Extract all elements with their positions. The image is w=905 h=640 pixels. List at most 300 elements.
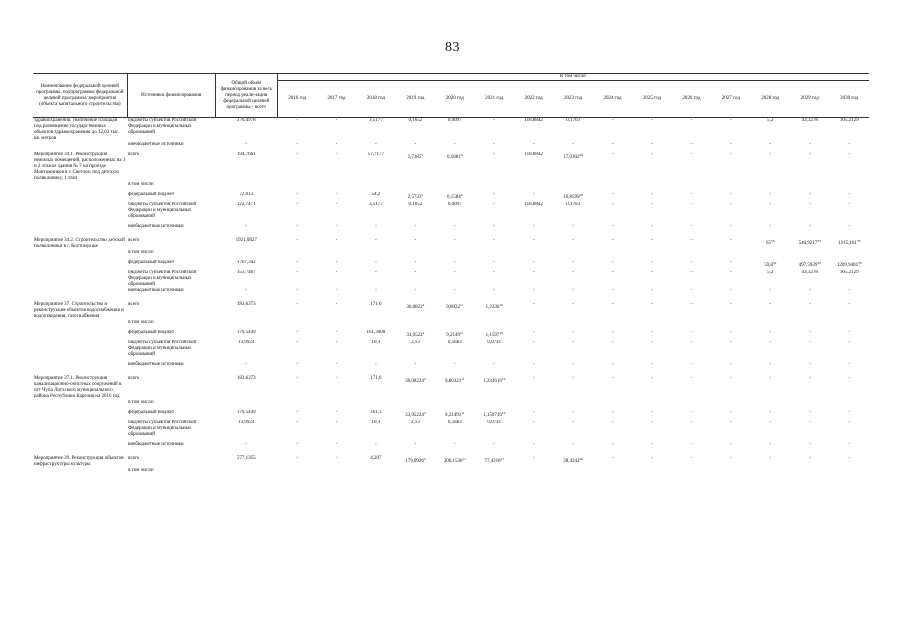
year-value-cell: -	[769, 192, 772, 197]
header-year: 2020 год	[435, 81, 474, 118]
year-value-cell: -	[572, 224, 574, 229]
year-value-cell: -	[453, 260, 456, 265]
year-value-cell: 306,1536$^{11}$	[443, 457, 466, 464]
year-value-cell: -	[572, 376, 574, 381]
year-value-cell: -	[808, 410, 811, 415]
year-value-cell: -	[690, 260, 693, 265]
year-value-cell: $65^{33}$	[766, 239, 775, 246]
year-value-cell	[475, 320, 514, 330]
year-value-cell	[435, 468, 474, 478]
year-value-cell: -	[335, 202, 338, 207]
source-cell: в том числе:	[128, 182, 155, 187]
year-value-cell	[514, 250, 553, 260]
year-value-cell: -	[730, 442, 732, 447]
year-value-cell: -	[611, 456, 614, 461]
year-value-cell: -	[296, 152, 298, 157]
year-value-cell: -	[532, 302, 535, 307]
measure-cell	[33, 142, 127, 152]
year-value-cell: 0,0097	[447, 118, 462, 123]
year-value-cell	[356, 320, 395, 330]
year-value-cell: 77,4218$^{17}$	[484, 457, 505, 464]
year-value-cell: -	[296, 410, 298, 415]
year-value-cell: 2,5733$^5$	[407, 193, 424, 200]
year-value-cell: -	[296, 330, 298, 335]
year-value-cell: -	[335, 302, 338, 307]
year-value-cell: -	[769, 330, 772, 335]
year-value-cell: 0,1681$^6$	[447, 153, 463, 160]
year-value-cell: -	[769, 420, 772, 425]
year-value-cell: -	[335, 142, 338, 147]
measure-cell	[33, 438, 127, 452]
year-value-cell: -	[690, 142, 693, 147]
year-value-cell: -	[335, 420, 338, 425]
year-value-cell: -	[730, 330, 732, 335]
year-value-cell: 0,5883	[447, 340, 462, 345]
year-value-cell: -	[808, 456, 811, 461]
year-value-cell	[593, 320, 632, 330]
year-value-cell: 9,8032$^{11}$	[446, 303, 464, 310]
total-cell: 122,7471	[236, 202, 256, 207]
year-value-cell	[829, 182, 869, 192]
year-value-cell: -	[611, 152, 614, 157]
year-value-cell	[751, 400, 790, 410]
year-value-cell	[632, 182, 671, 192]
year-value-cell: -	[651, 142, 653, 147]
measure-cell	[33, 192, 127, 202]
year-value-cell: -	[848, 442, 851, 447]
header-year: 2019 год	[396, 81, 435, 118]
year-value-cell: -	[532, 224, 535, 229]
year-value-cell: -	[651, 340, 653, 345]
year-value-cell: -	[769, 288, 772, 293]
year-value-cell: -	[296, 456, 298, 461]
year-value-cell	[751, 468, 790, 478]
source-cell: всего	[128, 456, 140, 461]
year-value-cell: -	[335, 410, 338, 415]
year-value-cell: -	[611, 202, 614, 207]
year-value-cell: -	[296, 192, 298, 197]
measure-cell	[33, 260, 127, 270]
table-row	[33, 400, 869, 410]
header-year: 2027 год	[711, 81, 750, 118]
year-value-cell: -	[848, 302, 851, 307]
year-value-cell: 0,0741	[487, 340, 502, 345]
year-value-cell: -	[808, 192, 811, 197]
total-cell: -	[245, 442, 248, 447]
year-value-cell: -	[532, 142, 535, 147]
year-value-cell: -	[572, 238, 574, 243]
year-value-cell: -	[572, 142, 574, 147]
source-cell: всего	[128, 376, 140, 381]
year-value-cell: -	[651, 118, 653, 123]
year-value-cell: -	[651, 270, 653, 275]
table-row	[33, 410, 869, 420]
header-year: 2017 год	[317, 81, 356, 118]
year-value-cell: -	[848, 142, 851, 147]
year-value-cell: -	[296, 442, 298, 447]
year-value-cell: -	[335, 330, 338, 335]
header-year: 2025 год	[632, 81, 671, 118]
year-value-cell: -	[414, 442, 417, 447]
table-row	[33, 250, 869, 260]
year-value-cell	[632, 400, 671, 410]
source-cell: федеральный бюджет	[128, 260, 175, 265]
source-cell: в том числе:	[128, 250, 155, 255]
year-value-cell: -	[493, 260, 496, 265]
year-value-cell	[396, 400, 435, 410]
year-value-cell: -	[769, 224, 772, 229]
year-value-cell: 118,8842	[524, 202, 543, 207]
year-value-cell: -	[690, 270, 693, 275]
header-in-years: В том числе:	[277, 74, 869, 81]
year-value-cell	[553, 182, 592, 192]
header-total: Общий объем финансирования за весь период реали-зации федеральной целевой программы - всего	[215, 74, 277, 118]
total-cell: -	[245, 224, 248, 229]
year-value-cell	[751, 320, 790, 330]
year-value-cell: -	[730, 118, 732, 123]
year-value-cell: -	[769, 202, 772, 207]
total-cell: 13,0924	[238, 420, 255, 425]
year-value-cell: -	[532, 340, 535, 345]
year-value-cell: -	[769, 152, 772, 157]
year-value-cell: -	[611, 224, 614, 229]
year-value-cell	[356, 182, 395, 192]
measure-cell	[33, 358, 127, 372]
year-value-cell: 1,2336$^{16}$	[485, 303, 503, 310]
measure-cell	[33, 270, 127, 288]
table-row	[33, 288, 869, 298]
year-value-cell	[277, 250, 316, 260]
year-value-cell: 161,3000	[366, 330, 386, 335]
year-value-cell: -	[611, 442, 614, 447]
year-value-cell: -	[493, 362, 496, 367]
year-value-cell: -	[493, 152, 496, 157]
year-value-cell: -	[532, 376, 535, 381]
header-year: 2028 год	[751, 81, 790, 118]
year-value-cell: -	[651, 376, 653, 381]
year-value-cell: -	[690, 420, 693, 425]
year-value-cell	[790, 182, 829, 192]
year-value-cell	[435, 250, 474, 260]
year-value-cell: 10,3	[371, 340, 381, 345]
year-value-cell: -	[611, 288, 614, 293]
measure-cell: здравоохранения, увеличение площади под размещение государственных объектов здравоохранения до 12,03 тыс. кв. метров	[34, 118, 120, 141]
year-value-cell: -	[730, 152, 732, 157]
year-value-cell: 4,207	[370, 456, 382, 461]
source-cell: всего	[128, 238, 140, 243]
table-row	[33, 438, 869, 452]
year-value-cell	[711, 320, 750, 330]
year-value-cell: -	[572, 420, 574, 425]
year-value-cell	[435, 320, 474, 330]
year-value-cell: -	[335, 118, 338, 123]
source-cell: бюджеты субъектов Российской Федерации и муниципальных образований	[128, 420, 197, 437]
year-value-cell: -	[690, 442, 693, 447]
year-value-cell	[396, 320, 435, 330]
year-value-cell	[790, 320, 829, 330]
year-value-cell	[396, 250, 435, 260]
year-value-cell: -	[296, 224, 298, 229]
year-value-cell	[317, 320, 356, 330]
year-value-cell: -	[414, 142, 417, 147]
year-value-cell	[790, 400, 829, 410]
year-value-cell: -	[651, 410, 653, 415]
total-cell: -	[245, 288, 248, 293]
total-cell: 1767,342	[236, 260, 256, 265]
year-value-cell: -	[690, 376, 693, 381]
year-value-cell: -	[808, 340, 811, 345]
year-value-cell: 0,1584$^6$	[447, 193, 463, 200]
total-cell: 72,013	[239, 192, 254, 197]
year-value-cell	[317, 250, 356, 260]
year-value-cell: -	[572, 260, 574, 265]
measure-cell: Мероприятие 34.1. Реконструкция нежилых помещений, расположенных на 1 и 2 этажах здания № 7 на проезде Монтажников в г. Светлое, под детскую поликлинику, 1 этап	[34, 152, 126, 181]
year-value-cell: -	[572, 330, 574, 335]
header-year: 2021 год	[475, 81, 514, 118]
year-value-cell: -	[572, 270, 574, 275]
year-value-cell: -	[730, 362, 732, 367]
year-value-cell: -	[690, 224, 693, 229]
table-row	[33, 452, 869, 468]
year-value-cell: -	[375, 362, 377, 367]
year-value-cell: -	[611, 420, 614, 425]
year-value-cell	[751, 250, 790, 260]
year-value-cell	[317, 468, 356, 478]
year-value-cell: -	[769, 340, 772, 345]
year-value-cell	[672, 400, 711, 410]
year-value-cell: -	[848, 202, 851, 207]
measure-cell: Мероприятие 37.1. Реконструкция канализационно-очистных сооружений в пгт Чупа Лоухского муниципального района Республики Карелия на 2016 год	[34, 376, 122, 399]
year-value-cell: -	[296, 288, 298, 293]
year-value-cell: -	[335, 224, 338, 229]
year-value-cell: 3,5177	[369, 202, 383, 207]
year-value-cell: -	[296, 420, 298, 425]
year-value-cell	[593, 400, 632, 410]
year-value-cell: -	[532, 192, 535, 197]
year-value-cell: 9,2149$^{11}$	[446, 331, 464, 338]
year-value-cell: -	[730, 260, 732, 265]
year-value-cell: 0,0097	[447, 202, 462, 207]
table-row	[33, 220, 869, 234]
year-value-cell	[553, 468, 592, 478]
year-value-cell	[277, 320, 316, 330]
source-cell: в том числе:	[128, 320, 155, 325]
year-value-cell: 2,13	[410, 420, 420, 425]
year-value-cell: -	[572, 302, 574, 307]
source-cell: внебюджетные источники	[128, 362, 184, 367]
year-value-cell: -	[730, 288, 732, 293]
year-value-cell: -	[296, 376, 298, 381]
source-cell: внебюджетные источники	[128, 442, 184, 447]
year-value-cell	[475, 250, 514, 260]
header-year: 2026 год	[672, 81, 711, 118]
year-value-cell: 118,8842	[524, 118, 543, 123]
year-value-cell: -	[532, 362, 535, 367]
year-value-cell: -	[375, 260, 377, 265]
year-value-cell: -	[414, 362, 417, 367]
total-cell: 183,6373	[236, 376, 256, 381]
header-year: 2016 год	[277, 81, 316, 118]
year-value-cell: -	[572, 340, 574, 345]
year-value-cell	[514, 320, 553, 330]
table-row	[33, 372, 869, 400]
year-value-cell: 171,6	[370, 376, 382, 381]
year-value-cell	[356, 250, 395, 260]
year-value-cell: -	[651, 202, 653, 207]
year-value-cell: -	[572, 442, 574, 447]
year-value-cell: -	[375, 288, 377, 293]
total-cell: 153,7407	[236, 270, 256, 275]
year-value-cell	[829, 250, 869, 260]
year-value-cell: -	[769, 442, 772, 447]
year-value-cell: -	[651, 442, 653, 447]
year-value-cell: -	[690, 152, 693, 157]
year-value-cell: -	[453, 442, 456, 447]
total-cell: 170,5449	[236, 410, 256, 415]
year-value-cell: -	[690, 340, 693, 345]
table-row	[33, 468, 869, 478]
year-value-cell: -	[532, 260, 535, 265]
year-value-cell: 540,9217$^{32}$	[798, 239, 821, 246]
year-value-cell: -	[453, 142, 456, 147]
table-row	[33, 330, 869, 340]
year-value-cell: -	[730, 420, 732, 425]
source-cell: бюджеты субъектов Российской Федерации и муниципальных образований	[128, 202, 197, 219]
year-value-cell: 1,159716$^{16}$	[483, 411, 506, 418]
table-row	[33, 142, 869, 152]
total-cell	[215, 182, 277, 192]
year-value-cell: -	[493, 270, 496, 275]
year-value-cell	[711, 468, 750, 478]
year-value-cell: 9,21491$^{11}$	[444, 411, 465, 418]
year-value-cell: -	[690, 238, 693, 243]
total-cell: 577,1355	[236, 456, 256, 461]
table-row	[33, 320, 869, 330]
measure-cell	[33, 220, 127, 234]
table-row	[33, 340, 869, 358]
year-value-cell	[593, 250, 632, 260]
year-value-cell: -	[769, 142, 772, 147]
year-value-cell: -	[453, 224, 456, 229]
year-value-cell: -	[651, 302, 653, 307]
year-value-cell	[514, 182, 553, 192]
measure-cell	[33, 182, 127, 192]
year-value-cell: 0,0741	[487, 420, 502, 425]
year-value-cell: -	[611, 270, 614, 275]
table-row	[33, 260, 869, 270]
header-year: 2029 год	[790, 81, 829, 118]
year-value-cell: -	[730, 202, 732, 207]
header-year: 2030 год	[829, 81, 869, 118]
total-cell	[215, 320, 277, 330]
year-value-cell	[514, 400, 553, 410]
year-value-cell: -	[296, 362, 298, 367]
year-value-cell: -	[453, 238, 456, 243]
year-value-cell	[632, 468, 671, 478]
year-value-cell	[277, 182, 316, 192]
year-value-cell: -	[730, 302, 732, 307]
year-value-cell: 17,0302$^{28}$	[563, 153, 583, 160]
year-value-cell: -	[335, 270, 338, 275]
year-value-cell: -	[335, 442, 338, 447]
year-value-cell: -	[493, 142, 496, 147]
year-value-cell: -	[493, 202, 496, 207]
year-value-cell: -	[296, 302, 298, 307]
year-value-cell: -	[808, 288, 811, 293]
year-value-cell: -	[848, 420, 851, 425]
year-value-cell: -	[848, 376, 851, 381]
measure-cell	[33, 330, 127, 340]
table-row	[33, 270, 869, 288]
year-value-cell: -	[335, 340, 338, 345]
year-value-cell	[475, 182, 514, 192]
table-row	[33, 202, 869, 220]
source-cell: федеральный бюджет	[128, 192, 175, 197]
source-cell: в том числе:	[128, 400, 155, 405]
year-value-cell: -	[690, 362, 693, 367]
table-row	[33, 182, 869, 192]
year-value-cell: -	[651, 330, 653, 335]
year-value-cell: -	[414, 270, 417, 275]
year-value-cell: -	[690, 330, 693, 335]
year-value-cell: 2,7385$^5$	[407, 153, 424, 160]
year-value-cell	[672, 320, 711, 330]
year-value-cell: -	[808, 362, 811, 367]
year-value-cell: 0,5883	[447, 420, 462, 425]
year-value-cell: 36,08224$^4$	[405, 377, 426, 384]
table-row	[33, 298, 869, 320]
year-value-cell	[435, 400, 474, 410]
year-value-cell: -	[808, 224, 811, 229]
year-value-cell: -	[493, 224, 496, 229]
year-value-cell	[751, 182, 790, 192]
year-value-cell	[514, 468, 553, 478]
header-year: 2022 год	[514, 81, 553, 118]
total-cell: 13,0924	[238, 340, 255, 345]
year-value-cell: -	[375, 442, 377, 447]
year-value-cell: -	[532, 288, 535, 293]
year-value-cell: -	[651, 152, 653, 157]
total-cell: -	[245, 142, 248, 147]
year-value-cell: -	[808, 376, 811, 381]
year-value-cell	[593, 468, 632, 478]
year-value-cell: -	[611, 260, 614, 265]
year-value-cell: -	[611, 340, 614, 345]
year-value-cell: 179,0926$^5$	[405, 457, 426, 464]
source-cell: внебюджетные источники	[128, 224, 184, 229]
year-value-cell: -	[730, 410, 732, 415]
page-number: 83	[445, 40, 460, 55]
year-value-cell: -	[848, 152, 851, 157]
year-value-cell: -	[848, 330, 851, 335]
year-value-cell: -	[572, 362, 574, 367]
year-value-cell: -	[730, 340, 732, 345]
total-cell: 1921,0827	[235, 238, 257, 243]
year-value-cell: -	[335, 192, 338, 197]
year-value-cell: 43,3278	[801, 118, 818, 123]
year-value-cell: -	[611, 410, 614, 415]
measure-cell	[33, 340, 127, 358]
year-value-cell: -	[611, 330, 614, 335]
year-value-cell: -	[375, 224, 377, 229]
year-value-cell: 105,2129	[839, 270, 859, 275]
year-value-cell: -	[769, 410, 772, 415]
year-value-cell	[553, 400, 592, 410]
year-value-cell: 2,13	[410, 340, 420, 345]
year-value-cell	[277, 468, 316, 478]
measure-cell	[33, 202, 127, 220]
year-value-cell: -	[414, 288, 417, 293]
